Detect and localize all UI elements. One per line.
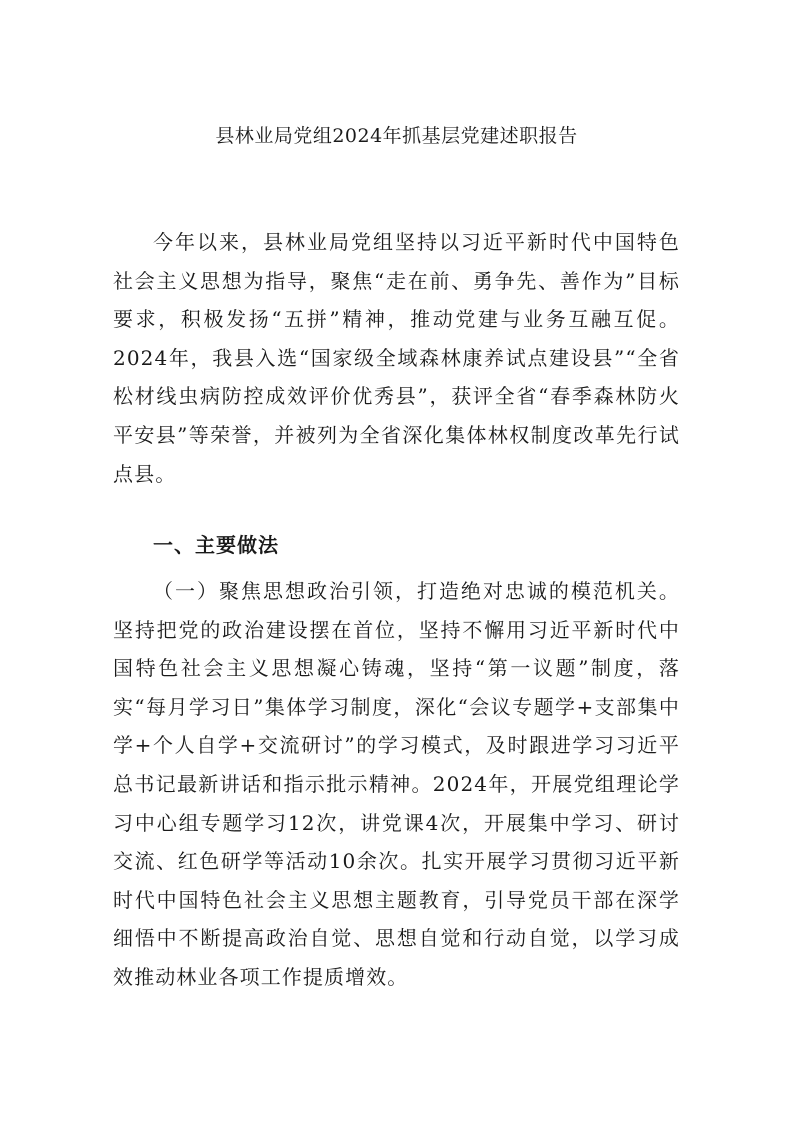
- intro-paragraph: 今年以来，县林业局党组坚持以习近平新时代中国特色社会主义思想为指导，聚焦“走在前、勇争先、善作为”目标要求，积极发扬“五拼”精神，推动党建与业务互融互促。2024年，我县入选“国家级全域森林康养试点建设县”“全省松材线虫病防控成效评价优秀县”，获评全省“春季森林防火平安县”等荣誉，并被列为全省深化集体林权制度改革先行试点县。: [113, 230, 680, 486]
- document-title: 县林业局党组2024年抓基层党建述职报告: [215, 125, 578, 147]
- section-heading: 一、主要做法: [153, 533, 279, 557]
- section-paragraph: （一）聚焦思想政治引领，打造绝对忠诚的模范机关。坚持把党的政治建设摆在首位，坚持不懈用习近平新时代中国特色社会主义思想凝心铸魂，坚持“第一议题”制度，落实“每月学习日”集体学习制度，深化“会议专题学+支部集中学+个人自学+交流研讨”的学习模式，及时跟进学习习近平总书记最新讲话和指示批示精神。2024年，开展党组理论学习中心组专题学习12次，讲党课4次，开展集中学习、研讨交流、红色研学等活动10余次。扎实开展学习贯彻习近平新时代中国特色社会主义思想主题教育，引导党员干部在深学细悟中不断提高政治自觉、思想自觉和行动自觉，以学习成效推动林业各项工作提质增效。: [113, 579, 680, 989]
